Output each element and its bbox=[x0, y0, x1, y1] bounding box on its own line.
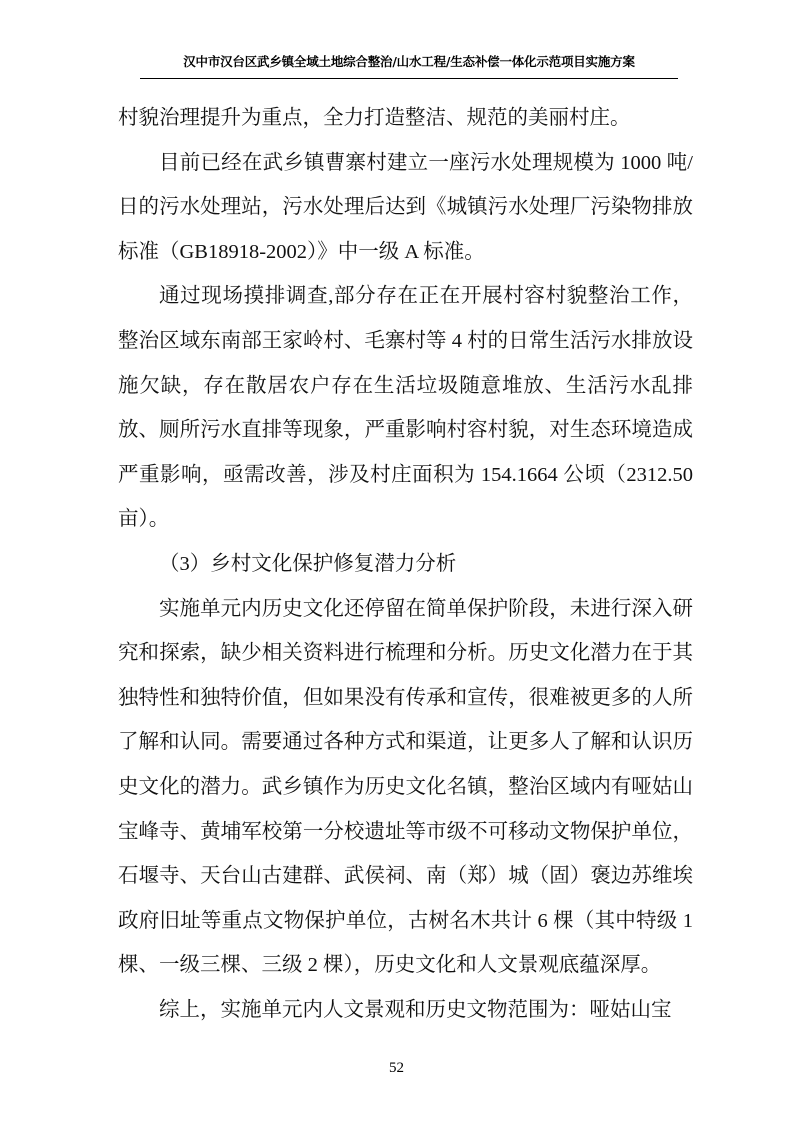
paragraph-5: 综上，实施单元内人文景观和历史文物范围为：哑姑山宝 bbox=[159, 998, 672, 1021]
paragraph-2: 目前已经在武乡镇曹寨村建立一座污水处理规模为 1000 吨/日的污水处理站，污水处理后达到《城镇污水处理厂污染物排放标准（GB18918-2002）》中一级 A 标准。 bbox=[118, 151, 693, 263]
section-heading-3: （3）乡村文化保护修复潜力分析 bbox=[159, 552, 457, 575]
paragraph-3: 通过现场摸排调查,部分存在正在开展村容村貌整治工作，整治区域东南部王家岭村、毛寨村等 4 村的日常生活污水排放设施欠缺，存在散居农户存在生活垃圾随意堆放、生活污水乱排放、厕所污水直排等现象，严重影响村容村貌，对生态环境造成严重影响，亟需改善，涉及村庄面积为 154.1664 公顷（2312.50 亩）。 bbox=[118, 285, 693, 531]
document-body bbox=[118, 96, 693, 1032]
paragraph-4: 实施单元内历史文化还停留在简单保护阶段，未进行深入研究和探索，缺少相关资料进行梳理和分析。历史文化潜力在于其独特性和独特价值，但如果没有传承和宣传，很难被更多的人所了解和认同。需要通过各种方式和渠道，让更多人了解和认识历史文化的潜力。武乡镇作为历史文化名镇，整治区域内有哑姑山宝峰寺、黄埔军校第一分校遗址等市级不可移动文物保护单位，石堰寺、天台山古建群、武侯祠、南（郑）城（固）褒边苏维埃政府旧址等重点文物保护单位，古树名木共计 6 棵（其中特级 1 棵、一级三棵、三级 2 棵），历史文化和人文景观底蕴深厚。 bbox=[118, 597, 693, 977]
header-divider bbox=[140, 78, 678, 79]
page-header-title: 汉中市汉台区武乡镇全域土地综合整治/山水工程/生态补偿一体化示范项目实施方案 bbox=[183, 54, 635, 69]
paragraph-1: 村貌治理提升为重点，全力打造整洁、规范的美丽村庄。 bbox=[118, 107, 631, 129]
page-number: 52 bbox=[389, 1060, 404, 1076]
